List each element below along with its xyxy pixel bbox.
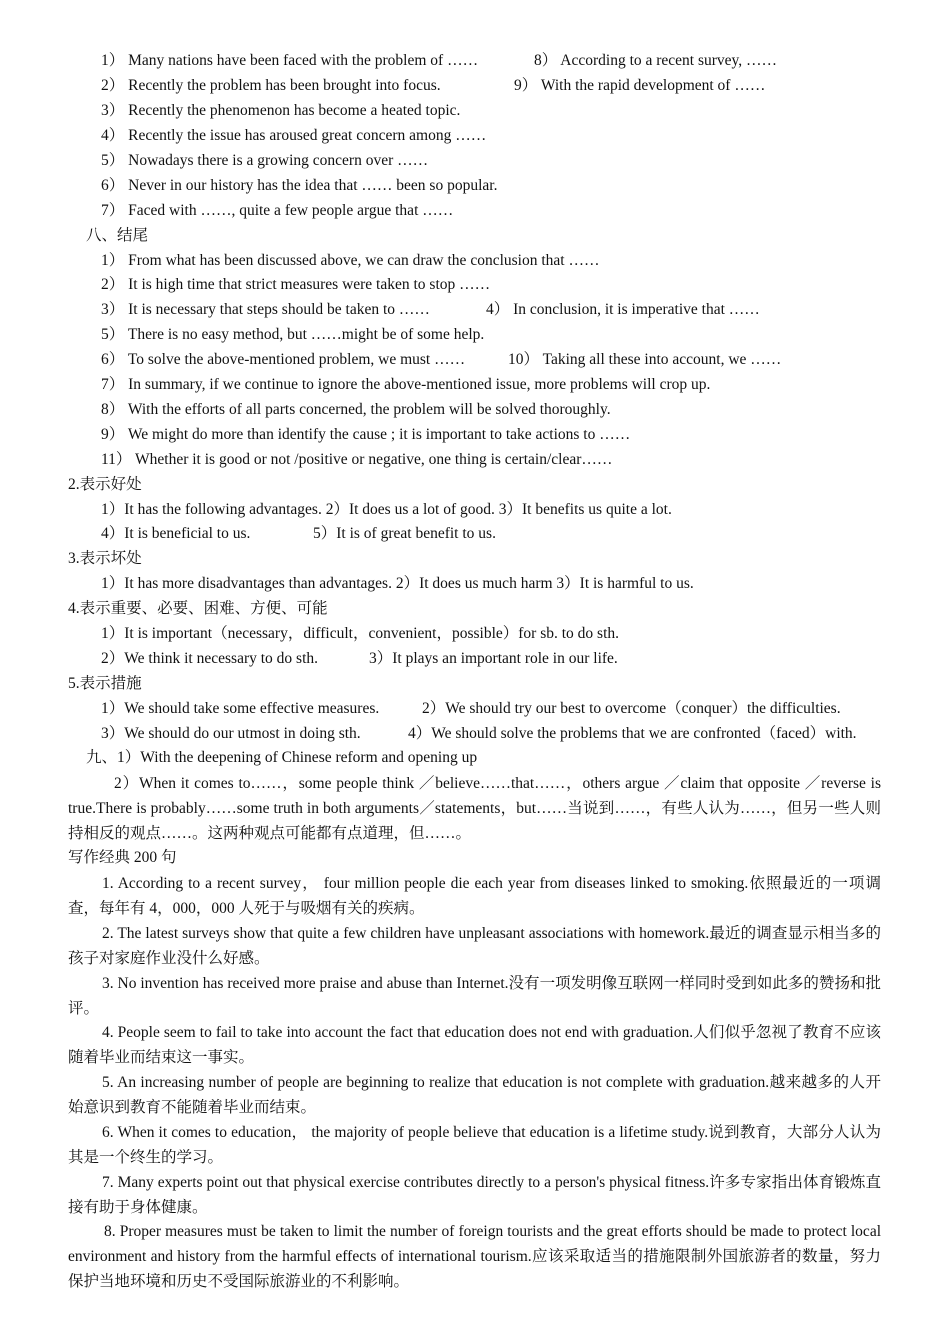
ending-item-1: 1） From what has been discussed above, we can draw the conclusion that …… <box>101 252 600 269</box>
classic-sentence-6: 6. When it comes to education， the majority of people believe that education is a lifetime study.说到教育，大部分人认为其是一个终生的学习。 <box>68 1124 881 1166</box>
measures-heading: 5.表示措施 <box>68 675 142 692</box>
classic-sentence-5: 5. An increasing number of people are beginning to realize that education is not complete with graduation.越来越多的人开始意识到教育不能随着毕业而结束。 <box>68 1074 881 1116</box>
ending-item-5: 5） There is no easy method, but ……might be of some help. <box>101 326 485 343</box>
classic-sentence-7: 7. Many experts point out that physical exercise contributes directly to a person's physical fitness.许多专家指出体育锻炼直接有助于身体健康。 <box>68 1174 881 1216</box>
ending-item-3: 3） It is necessary that steps should be taken to …… <box>101 301 430 318</box>
ending-item-2: 2） It is high time that strict measures were taken to stop …… <box>101 276 491 293</box>
advantages-heading: 2.表示好处 <box>68 476 142 493</box>
ending-item-4: 4） In conclusion, it is imperative that …… <box>486 301 760 318</box>
classic-heading: 写作经典 200 句 <box>68 849 177 866</box>
classic-sentence-3: 3. No invention has received more praise and abuse than Internet.没有一项发明像互联网一样同时受到如此多的赞扬和批评。 <box>68 975 881 1017</box>
intro-item-7: 7） Faced with ……, quite a few people argue that …… <box>101 202 454 219</box>
measures-line-2b: 4）We should solve the problems that we are confronted（faced）with. <box>408 725 857 742</box>
intro-item-5: 5） Nowadays there is a growing concern over …… <box>101 152 429 169</box>
ending-item-9: 9） We might do more than identify the cause ; it is important to take actions to …… <box>101 426 631 443</box>
ending-heading: 八、结尾 <box>86 227 149 244</box>
ending-item-6: 6） To solve the above-mentioned problem, we must …… <box>101 351 466 368</box>
classic-sentence-2: 2. The latest surveys show that quite a few children have unpleasant associations with homework.最近的调查显示相当多的孩子对家庭作业没什么好感。 <box>68 925 881 967</box>
intro-item-1: 1） Many nations have been faced with the problem of …… <box>101 52 479 69</box>
ending-item-8: 8） With the efforts of all parts concerned, the problem will be solved thoroughly. <box>101 401 611 418</box>
section-nine-paragraph: 2）When it comes to……，some people think ／believe……that……，others argue ／claim that opposite ／reverse is true.There is probably……some truth in both arguments／statements，but……当说到……，有些人认为……，但另一些人则持相反的观点……。这两种观点可能都有点道理，但……。 <box>68 775 881 842</box>
ending-item-11: 11） Whether it is good or not /positive or negative, one thing is certain/clear…… <box>101 451 613 468</box>
intro-item-3: 3） Recently the phenomenon has become a heated topic. <box>101 102 461 119</box>
importance-line-1: 1）It is important（necessary，difficult，convenient，possible）for sb. to do sth. <box>101 625 620 642</box>
importance-line-2a: 2）We think it necessary to do sth. <box>101 650 319 667</box>
intro-item-2: 2） Recently the problem has been brought into focus. <box>101 77 441 94</box>
ending-item-10: 10） Taking all these into account, we …… <box>508 351 782 368</box>
ending-item-7: 7） In summary, if we continue to ignore the above-mentioned issue, more problems will crop up. <box>101 376 711 393</box>
section-nine-line-1: 九、1）With the deepening of Chinese reform and opening up <box>86 749 478 766</box>
advantages-line-2a: 4）It is beneficial to us. <box>101 525 251 542</box>
intro-item-9: 9） With the rapid development of …… <box>514 77 766 94</box>
classic-sentence-4: 4. People seem to fail to take into account the fact that education does not end with graduation.人们似乎忽视了教育不应该随着毕业而结束这一事实。 <box>68 1024 881 1066</box>
intro-item-6: 6） Never in our history has the idea that …… been so popular. <box>101 177 498 194</box>
importance-heading: 4.表示重要、必要、困难、方便、可能 <box>68 600 328 617</box>
advantages-line-1: 1）It has the following advantages. 2）It does us a lot of good. 3）It benefits us quite a lot. <box>101 501 672 518</box>
measures-line-1b: 2）We should try our best to overcome（conquer）the difficulties. <box>422 700 841 717</box>
importance-line-2b: 3）It plays an important role in our life. <box>369 650 618 667</box>
disadvantages-line-1: 1）It has more disadvantages than advantages. 2）It does us much harm 3）It is harmful to us. <box>101 575 694 592</box>
classic-sentence-8: 8. Proper measures must be taken to limit the number of foreign tourists and the great efforts should be made to protect local environment and history from the harmful effects of international tourism.应该采取适当的措施限制外国旅游者的数量，努力保护当地环境和历史不受国际旅游业的不利影响。 <box>68 1223 881 1290</box>
measures-line-2a: 3）We should do our utmost in doing sth. <box>101 725 361 742</box>
disadvantages-heading: 3.表示坏处 <box>68 550 142 567</box>
intro-item-4: 4） Recently the issue has aroused great concern among …… <box>101 127 487 144</box>
advantages-line-2b: 5）It is of great benefit to us. <box>313 525 496 542</box>
intro-item-8: 8） According to a recent survey, …… <box>534 52 778 69</box>
classic-sentence-1: 1. According to a recent survey， four million people die each year from diseases linked to smoking.依照最近的一项调查，每年有 4，000，000 人死于与吸烟有关的疾病。 <box>68 875 881 917</box>
measures-line-1a: 1）We should take some effective measures. <box>101 700 380 717</box>
